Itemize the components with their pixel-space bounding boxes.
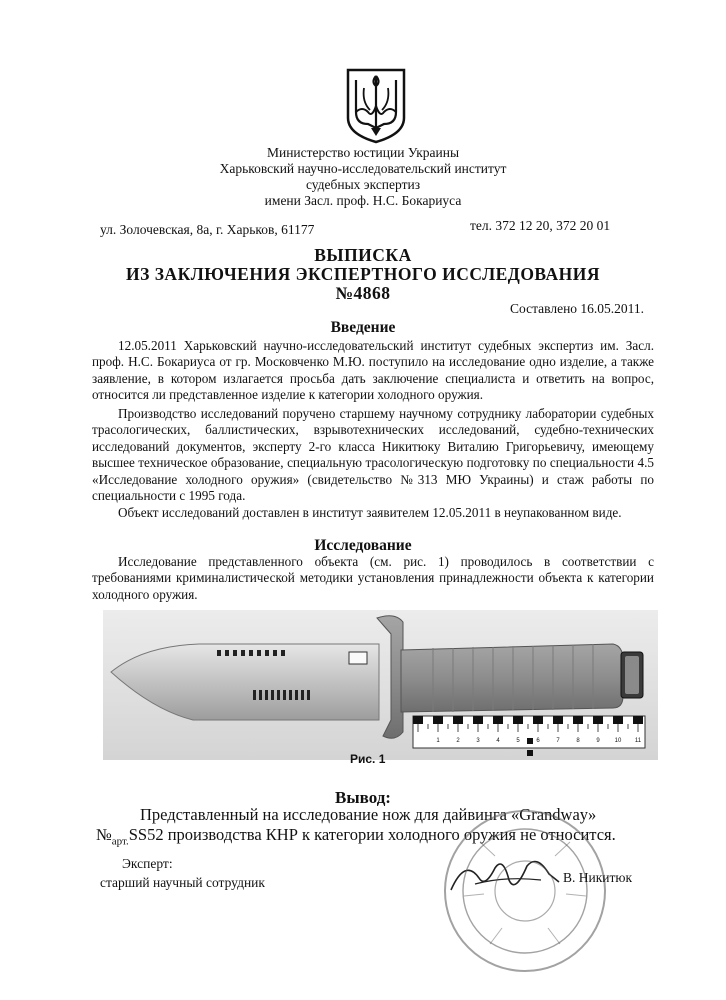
ruler-number: 3 xyxy=(476,738,480,744)
ruler-number: 9 xyxy=(596,738,600,744)
conclusion-rest: SS52 производства КНР к категории холодного оружия не относится. xyxy=(128,825,616,844)
institute-line-2: судебных экспертиз xyxy=(305,177,421,192)
trident-emblem-icon xyxy=(344,66,408,144)
intro-p3-text: Объект исследований доставлен в институт заявителем 12.05.2011 в неупакованном виде. xyxy=(118,505,622,520)
article-sub: арт. xyxy=(111,835,129,848)
expert-position: старший научный сотрудник xyxy=(100,875,265,890)
ruler-number: 8 xyxy=(576,738,580,744)
doc-title: ВЫПИСКА xyxy=(314,245,412,265)
doc-subtitle: ИЗ ЗАКЛЮЧЕНИЯ ЭКСПЕРТНОГО ИССЛЕДОВАНИЯ xyxy=(125,264,601,284)
ruler-number: 5 xyxy=(516,738,520,744)
ruler-number: 11 xyxy=(634,738,642,744)
intro-p2-text: Производство исследований поручено старшему научному сотруднику лаборатории судебных трасологических, баллистических, взрывотехнических исследований, судебно-технических исследований документов, эксперту 2-го класса Никитюку Виталию Григорьевичу, имеющему высшее техническое образование, специальную трасологическую подготовку по специальности 4.5 «Исследование холодного оружия» (свидетельство №313 МЮ Украины) и стаж работы по специальности с 1995 года. xyxy=(92,406,654,504)
ruler-number: 7 xyxy=(556,738,560,744)
intro-paragraph-3 xyxy=(92,505,654,521)
research-heading: Исследование xyxy=(314,537,412,554)
intro-heading: Введение xyxy=(330,319,396,336)
ruler-number: 6 xyxy=(536,738,540,744)
conclusion-heading: Вывод: xyxy=(335,788,391,807)
ruler-number: 4 xyxy=(496,738,500,744)
intro-p1-text: 12.05.2011 Харьковский научно-исследовательский институт судебных экспертиз им. Засл. проф. Н.С. Бокариуса от гр. Московченко М.Ю. поступило на исследование одно изделие, а также заявление, в котором излагается просьба дать заключение специалиста и ответить на вопрос, относится ли представленное изделие к категории холодного оружия. xyxy=(92,338,654,403)
conclusion-line-1: Представленный на исследование нож для дайвинга «Grandway» xyxy=(140,805,597,824)
official-stamp xyxy=(440,806,610,976)
institute-line: Харьковский научно-исследовательский институт xyxy=(219,161,507,176)
doc-number: №4868 xyxy=(335,283,391,303)
ruler-number: 10 xyxy=(614,738,622,744)
expert-name: В. Никитюк xyxy=(563,870,633,885)
institute-line-3: имени Засл. проф. Н.С. Бокариуса xyxy=(264,193,462,208)
research-p1-text: Исследование представленного объекта (см. рис. 1) проводилось в соответствии с требованиями криминалистической методики установления принадлежности объекта к категории холодного оружия. xyxy=(92,554,654,602)
expert-label: Эксперт: xyxy=(122,856,173,871)
ruler-number: 2 xyxy=(456,738,460,744)
phone: тел. 372 12 20, 372 20 01 xyxy=(470,218,611,233)
number-sign: № xyxy=(96,825,112,844)
intro-paragraph-1 xyxy=(92,338,654,404)
figure-caption: Рис. 1 xyxy=(350,752,386,766)
compiled-date: Составлено 16.05.2011. xyxy=(510,301,645,316)
ministry-line: Министерство юстиции Украины xyxy=(266,145,460,160)
ruler-number: 1 xyxy=(436,738,440,744)
research-paragraph xyxy=(92,554,654,603)
knife-photo xyxy=(103,610,658,760)
address: ул. Золочевская, 8а, г. Харьков, 61177 xyxy=(100,222,315,237)
intro-paragraph-2 xyxy=(92,406,654,504)
